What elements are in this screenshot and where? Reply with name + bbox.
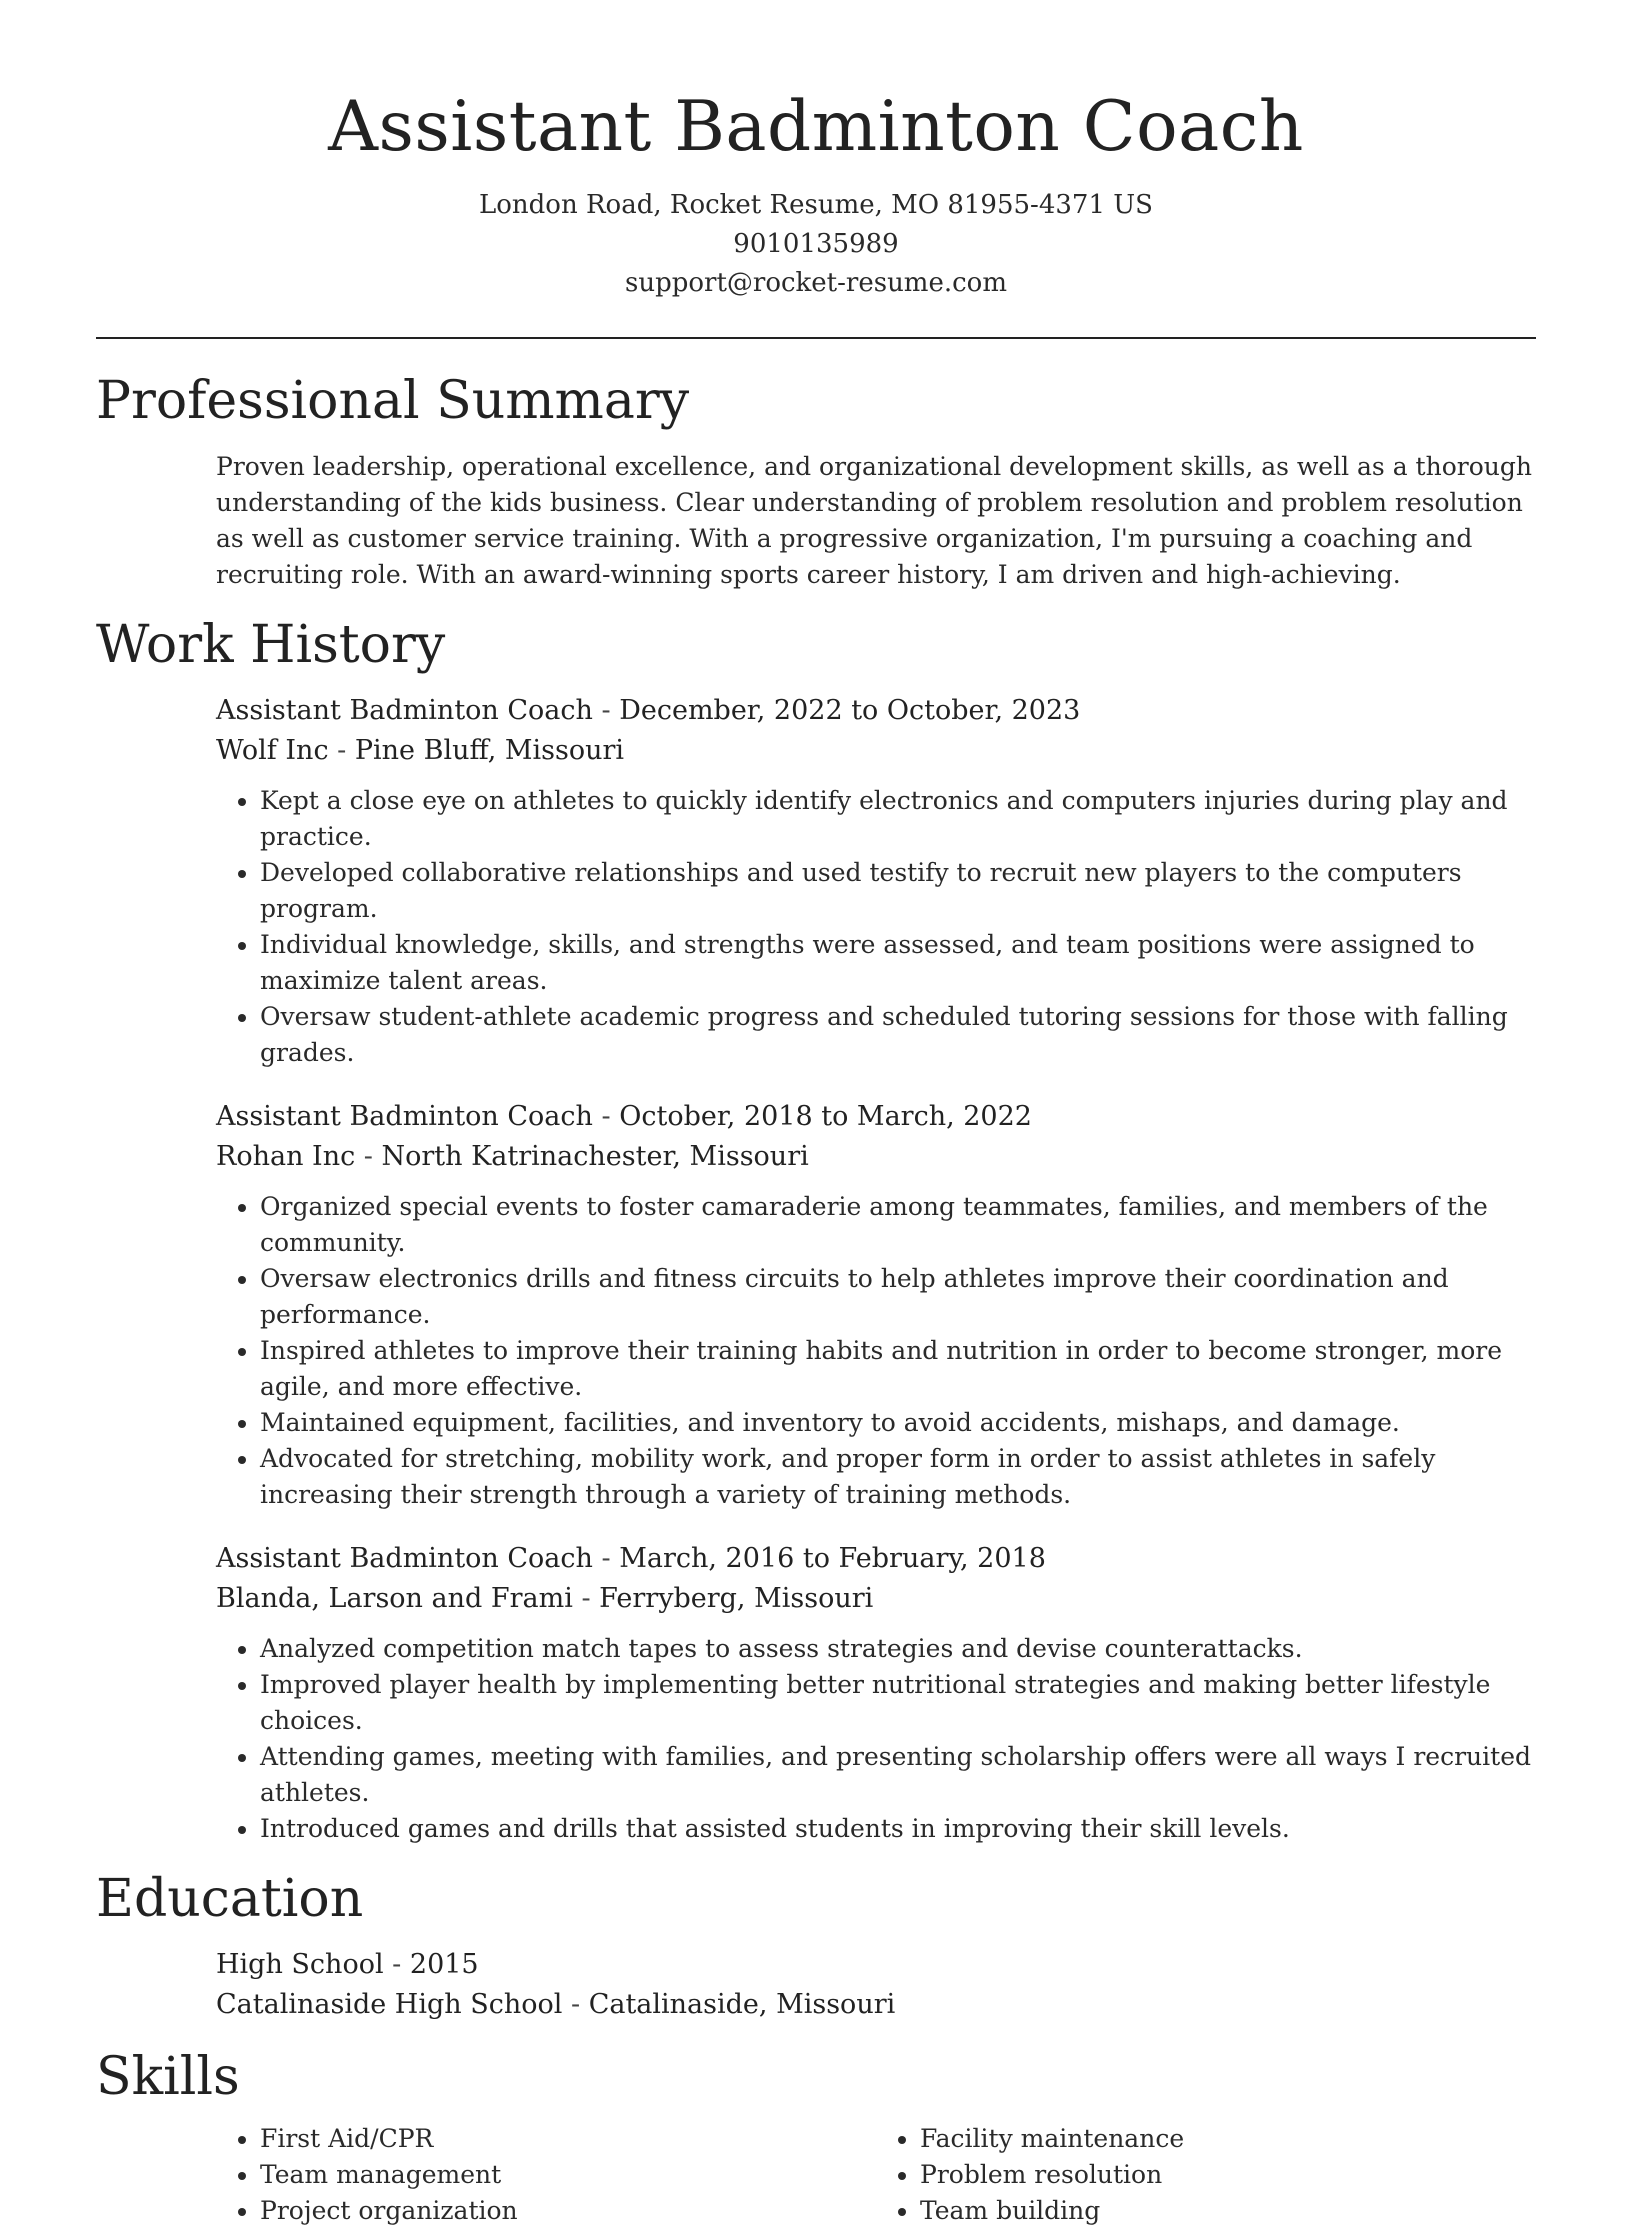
skills-heading: Skills bbox=[96, 2047, 240, 2107]
skill-item: • Facility maintenance bbox=[920, 2121, 1536, 2157]
job-bullet: • Attending games, meeting with families, and presenting scholarship offers were all ways I recruited athletes. bbox=[260, 1739, 1536, 1811]
job-company: Blanda, Larson and Frami bbox=[216, 1583, 573, 1614]
job-bullet: • Advocated for stretching, mobility work, and proper form in order to assist athletes in safely increasing their strength through a variety of training methods. bbox=[260, 1441, 1536, 1513]
work-history-heading: Work History bbox=[96, 615, 446, 675]
job-role: Assistant Badminton Coach bbox=[216, 1101, 593, 1132]
job-company: Rohan Inc bbox=[216, 1141, 356, 1172]
skill-item: • Team management bbox=[260, 2157, 876, 2193]
skill-item: • Problem resolution bbox=[920, 2157, 1536, 2193]
job-bullet: • Improved player health by implementing better nutritional strategies and making better lifestyle choices. bbox=[260, 1667, 1536, 1739]
job-company-line: Rohan Inc - North Katrinachester, Missouri bbox=[216, 1141, 809, 1172]
header-divider bbox=[96, 337, 1536, 339]
candidate-name: Assistant Badminton Coach bbox=[328, 87, 1304, 167]
phone: 9010135989 bbox=[733, 229, 899, 259]
skills-column-right bbox=[876, 2121, 1536, 2229]
job-dates: December, 2022 to October, 2023 bbox=[619, 695, 1081, 726]
job-title-line: Assistant Badminton Coach - October, 2018 to March, 2022 bbox=[216, 1101, 1032, 1132]
skill-item: • Project organization bbox=[260, 2193, 876, 2229]
resume-page bbox=[96, 0, 1536, 2229]
summary-section bbox=[96, 369, 1536, 593]
job-bullets bbox=[216, 1189, 1536, 1513]
education-school-line: Catalinaside High School - Catalinaside, Missouri bbox=[216, 1989, 896, 2020]
job-bullets bbox=[216, 783, 1536, 1071]
skill-item: • Team building bbox=[920, 2193, 1536, 2229]
job-bullet: • Organized special events to foster camaraderie among teammates, families, and members of the community. bbox=[260, 1189, 1536, 1261]
job-company-line: Wolf Inc - Pine Bluff, Missouri bbox=[216, 735, 625, 766]
education-section bbox=[96, 1867, 1536, 2025]
education-degree: High School bbox=[216, 1949, 384, 1980]
job-bullet: • Analyzed competition match tapes to assess strategies and devise counterattacks. bbox=[260, 1631, 1536, 1667]
skills-section bbox=[96, 2045, 1536, 2229]
education-heading: Education bbox=[96, 1869, 364, 1929]
job-bullet: • Kept a close eye on athletes to quickly identify electronics and computers injuries during play and practice. bbox=[260, 783, 1536, 855]
address: London Road, Rocket Resume, MO 81955-4371 US bbox=[479, 190, 1153, 220]
skills-column-left bbox=[216, 2121, 876, 2229]
work-history-section bbox=[96, 613, 1536, 1847]
job-bullet: • Developed collaborative relationships and used testify to recruit new players to the computers program. bbox=[260, 855, 1536, 927]
job-entry bbox=[216, 1097, 1536, 1513]
education-school: Catalinaside High School bbox=[216, 1989, 563, 2020]
job-bullet: • Individual knowledge, skills, and strengths were assessed, and team positions were assigned to maximize talent areas. bbox=[260, 927, 1536, 999]
job-title-line: Assistant Badminton Coach - March, 2016 to February, 2018 bbox=[216, 1543, 1046, 1574]
job-dates: March, 2016 to February, 2018 bbox=[619, 1543, 1046, 1574]
education-entry bbox=[216, 1945, 1536, 2025]
job-location: Pine Bluff, Missouri bbox=[354, 735, 625, 766]
job-location: Ferryberg, Missouri bbox=[599, 1583, 874, 1614]
contact-info bbox=[96, 186, 1536, 303]
summary-heading: Professional Summary bbox=[96, 371, 690, 431]
job-location: North Katrinachester, Missouri bbox=[381, 1141, 809, 1172]
resume-header bbox=[96, 0, 1536, 303]
job-company: Wolf Inc bbox=[216, 735, 329, 766]
job-bullet: • Oversaw electronics drills and fitness circuits to help athletes improve their coordination and performance. bbox=[260, 1261, 1536, 1333]
job-dates: October, 2018 to March, 2022 bbox=[619, 1101, 1032, 1132]
skill-item: • First Aid/CPR bbox=[260, 2121, 876, 2157]
job-company-line: Blanda, Larson and Frami - Ferryberg, Missouri bbox=[216, 1583, 874, 1614]
job-bullet: • Introduced games and drills that assisted students in improving their skill levels. bbox=[260, 1811, 1536, 1847]
job-entry bbox=[216, 1539, 1536, 1847]
summary-text: Proven leadership, operational excellence, and organizational development skills, as well as a thorough understanding of the kids business. Clear understanding of problem resolution and problem resolution as well as customer service training. With a progressive organization, I'm pursuing a coaching and recruiting role. With an award-winning sports career history, I am driven and high-achieving. bbox=[216, 452, 1532, 589]
job-title-line: Assistant Badminton Coach - December, 2022 to October, 2023 bbox=[216, 695, 1081, 726]
email: support@rocket-resume.com bbox=[624, 268, 1007, 298]
education-location: Catalinaside, Missouri bbox=[588, 1989, 896, 2020]
job-bullets bbox=[216, 1631, 1536, 1847]
job-role: Assistant Badminton Coach bbox=[216, 695, 593, 726]
job-bullet: • Maintained equipment, facilities, and inventory to avoid accidents, mishaps, and damage. bbox=[260, 1405, 1536, 1441]
job-role: Assistant Badminton Coach bbox=[216, 1543, 593, 1574]
job-bullet: • Oversaw student-athlete academic progress and scheduled tutoring sessions for those with falling grades. bbox=[260, 999, 1536, 1071]
education-year: 2015 bbox=[409, 1949, 479, 1980]
job-bullet: • Inspired athletes to improve their training habits and nutrition in order to become stronger, more agile, and more effective. bbox=[260, 1333, 1536, 1405]
job-entry bbox=[216, 691, 1536, 1071]
skills-columns bbox=[216, 2121, 1536, 2229]
education-degree-line: High School - 2015 bbox=[216, 1949, 479, 1980]
